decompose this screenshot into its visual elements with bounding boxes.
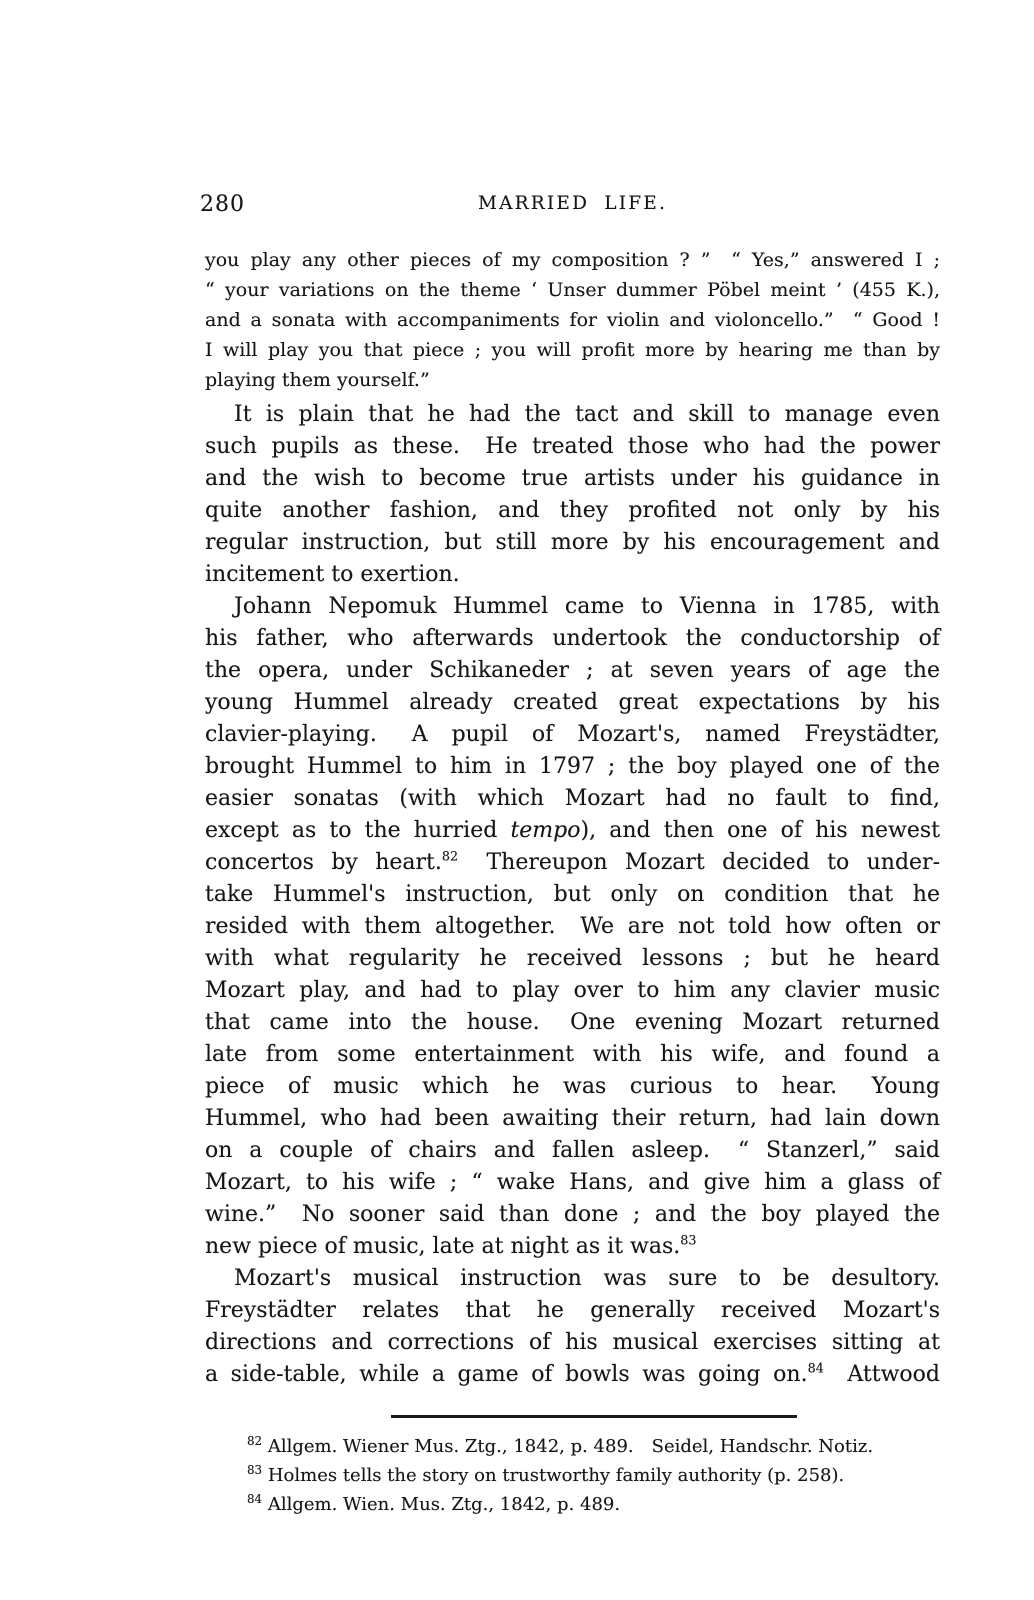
- footnote-rule: [391, 1415, 797, 1418]
- body-line: It is plain that he had the tact and skill to manage even: [234, 402, 940, 427]
- footnote-item: $^{84}$ Allgem. Wien. Mus. Ztg., 1842, p. 489.: [247, 1492, 621, 1515]
- body-line: late from some entertainment with his wife, and found a: [205, 1042, 940, 1067]
- quote-line: and a sonata with accompaniments for violin and violoncello.” “ Good !: [205, 309, 940, 331]
- body-line: except as to the hurried tempo), and then one of his newest: [205, 818, 940, 843]
- body-line: Hummel, who had been awaiting their return, had lain down: [205, 1106, 940, 1131]
- body-line: regular instruction, but still more by his encouragement and: [205, 530, 940, 555]
- body-line: take Hummel's instruction, but only on condition that he: [205, 882, 940, 907]
- body-line: the opera, under Schikaneder ; at seven years of age the: [205, 658, 940, 683]
- body-line: clavier-playing. A pupil of Mozart's, named Freystädter,: [205, 722, 940, 747]
- body-line: and the wish to become true artists under his guidance in: [205, 466, 940, 491]
- text-column: [200, 0, 940, 1519]
- quote-line: I will play you that piece ; you will profit more by hearing me than by: [205, 339, 940, 361]
- page-header: [200, 192, 940, 219]
- body-line: piece of music which he was curious to hear. Young: [205, 1074, 940, 1099]
- footnote-ref: 82: [441, 849, 459, 865]
- quote-line: playing them yourself.”: [205, 369, 430, 391]
- body-line: that came into the house. One evening Mozart returned: [205, 1010, 940, 1035]
- body-line: new piece of music, late at night as it was.$^{83}$: [205, 1233, 697, 1259]
- footnote-marker: 82: [247, 1434, 263, 1448]
- body-line: his father, who afterwards undertook the conductorship of: [205, 626, 940, 651]
- quote-line: “ your variations on the theme ‘ Unser dummer Pöbel meint ’ (455 K.),: [205, 279, 940, 301]
- body-line: on a couple of chairs and fallen asleep. “ Stanzerl,” said: [205, 1138, 940, 1163]
- body-line: quite another fashion, and they profited not only by his: [205, 498, 940, 523]
- body-line: Freystädter relates that he generally received Mozart's: [205, 1298, 940, 1323]
- body-line: concertos by heart.$^{82}$ Thereupon Mozart decided to under-: [205, 849, 940, 875]
- body-line: easier sonatas (with which Mozart had no fault to find,: [205, 786, 940, 811]
- footnote-section: [205, 1432, 940, 1519]
- quote-line: you play any other pieces of my composition ? ” “ Yes,” answered I ;: [205, 249, 940, 271]
- paragraph-tact-and-skill: [205, 399, 940, 591]
- body-line: directions and corrections of his musical exercises sitting at: [205, 1330, 940, 1355]
- paragraph-hummel-story: [205, 591, 940, 1263]
- running-header-title: MARRIED LIFE.: [477, 193, 668, 214]
- body-line: Mozart play, and had to play over to him any clavier music: [205, 978, 940, 1003]
- footnote-item: $^{82}$ Allgem. Wiener Mus. Ztg., 1842, p. 489. Seidel, Handschr. Notiz.: [247, 1434, 874, 1457]
- body-line: incitement to exertion.: [205, 562, 460, 587]
- body-line: with what regularity he received lessons ; but he heard: [205, 946, 940, 971]
- footnote-item: $^{83}$ Holmes tells the story on trustworthy family authority (p. 258).: [247, 1463, 845, 1486]
- body-line: Mozart's musical instruction was sure to be desultory.: [234, 1266, 940, 1291]
- page-number: 280: [200, 192, 245, 217]
- quote-block: [205, 245, 940, 395]
- body-line: wine.” No sooner said than done ; and the boy played the: [205, 1202, 940, 1227]
- body-text: [205, 399, 940, 1391]
- body-line: a side-table, while a game of bowls was going on.$^{84}$ Attwood: [205, 1361, 940, 1387]
- body-line: Mozart, to his wife ; “ wake Hans, and give him a glass of: [205, 1170, 940, 1195]
- footnote-marker: 84: [247, 1492, 263, 1506]
- body-line: brought Hummel to him in 1797 ; the boy played one of the: [205, 754, 940, 779]
- footnote-ref: 84: [807, 1361, 824, 1377]
- body-line: resided with them altogether. We are not told how often or: [205, 914, 940, 939]
- body-line: young Hummel already created great expectations by his: [205, 690, 940, 715]
- paragraph-desultory-instruction: [205, 1263, 940, 1391]
- body-line: Johann Nepomuk Hummel came to Vienna in 1785, with: [234, 594, 940, 619]
- italic-term: tempo: [510, 818, 581, 843]
- footnote-marker: 83: [247, 1463, 263, 1477]
- body-line: such pupils as these. He treated those who had the power: [205, 434, 940, 459]
- footnote-ref: 83: [680, 1233, 697, 1249]
